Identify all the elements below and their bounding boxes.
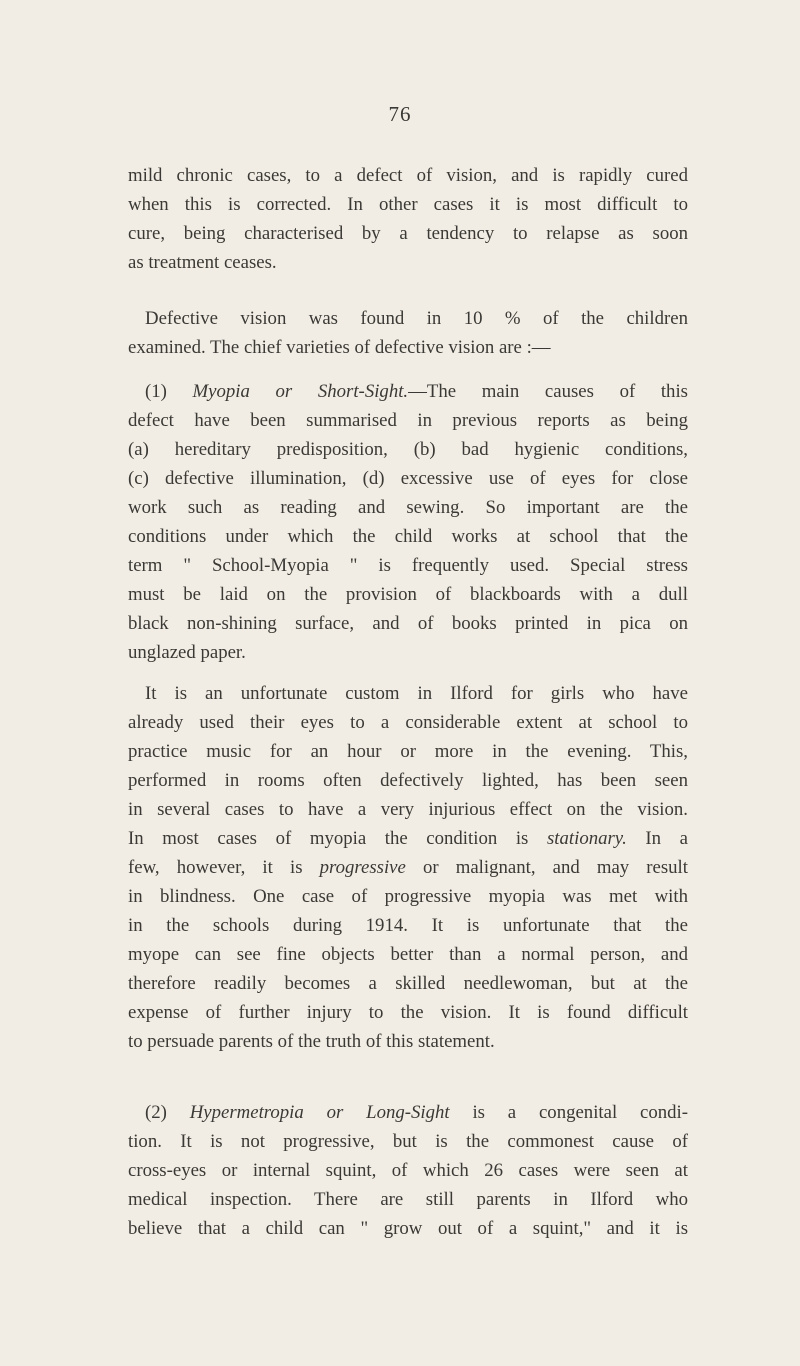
text-line: (a) hereditary predisposition, (b) bad hygienic conditions,: [128, 439, 688, 460]
text-line: (c) defective illumination, (d) excessive use of eyes for close: [128, 468, 688, 489]
heading-number: (2): [145, 1102, 190, 1123]
text-line: to persuade parents of the truth of this statement.: [128, 1031, 495, 1052]
text-line: already used their eyes to a considerable extent at school to: [128, 712, 688, 733]
paragraph-4: [128, 679, 688, 1056]
text-line: term " School-Myopia " is frequently used. Special stress: [128, 555, 688, 576]
paragraph-1: [128, 161, 688, 277]
text-line: when this is corrected. In other cases it is most difficult to: [128, 194, 688, 215]
text-fragment: or malignant, and may result: [405, 857, 688, 878]
italic-term: stationary.: [546, 828, 627, 849]
text-line: conditions under which the child works at school that the: [128, 526, 688, 547]
text-line: must be laid on the provision of blackboards with a dull: [128, 584, 688, 605]
text-fragment: In a: [626, 828, 688, 849]
text-fragment: In most cases of myopia the condition is: [128, 828, 547, 849]
text-line: believe that a child can " grow out of a squint," and it is: [128, 1218, 688, 1239]
paragraph-3-myopia: [128, 377, 688, 667]
heading-rest: is a congenital condi-: [449, 1102, 688, 1123]
paragraph-2: [128, 304, 688, 362]
page-number: 76: [388, 102, 412, 126]
text-line: Defective vision was found in 10 % of the children: [145, 308, 688, 329]
heading-italic: Myopia or Short-Sight.: [192, 381, 409, 402]
paragraph-5-hypermetropia: [128, 1098, 688, 1243]
section-heading-myopia: [128, 377, 688, 406]
text-line: work such as reading and sewing. So important are the: [128, 497, 688, 518]
text-line: It is an unfortunate custom in Ilford for girls who have: [145, 683, 688, 704]
text-line: in blindness. One case of progressive myopia was met with: [128, 886, 688, 907]
text-line-progressive: [128, 853, 688, 882]
text-line: defect have been summarised in previous reports as being: [128, 410, 688, 431]
text-line: in several cases to have a very injurious effect on the vision.: [128, 799, 688, 820]
text-line: in the schools during 1914. It is unfortunate that the: [128, 915, 688, 936]
text-line: examined. The chief varieties of defective vision are :—: [128, 337, 551, 358]
text-line: myope can see fine objects better than a normal person, and: [128, 944, 688, 965]
text-line: cross-eyes or internal squint, of which 26 cases were seen at: [128, 1160, 688, 1181]
heading-number: (1): [145, 381, 193, 402]
text-line: black non-shining surface, and of books printed in pica on: [128, 613, 688, 634]
text-line: medical inspection. There are still parents in Ilford who: [128, 1189, 688, 1210]
text-line: practice music for an hour or more in the evening. This,: [128, 741, 688, 762]
text-fragment: few, however, it is: [128, 857, 320, 878]
italic-term: progressive: [319, 857, 406, 878]
text-line-stationary: [128, 824, 688, 853]
text-line: tion. It is not progressive, but is the commonest cause of: [128, 1131, 688, 1152]
text-line: cure, being characterised by a tendency to relapse as soon: [128, 223, 688, 244]
text-line: therefore readily becomes a skilled needlewoman, but at the: [128, 973, 688, 994]
text-line: performed in rooms often defectively lighted, has been seen: [128, 770, 688, 791]
heading-rest: —The main causes of this: [408, 381, 688, 402]
text-line: as treatment ceases.: [128, 252, 277, 273]
text-line: expense of further injury to the vision. It is found difficult: [128, 1002, 688, 1023]
section-heading-hypermetropia: [128, 1098, 688, 1127]
text-line: mild chronic cases, to a defect of vision, and is rapidly cured: [128, 165, 688, 186]
heading-italic: Hypermetropia or Long-Sight: [189, 1102, 450, 1123]
text-line: unglazed paper.: [128, 642, 246, 663]
